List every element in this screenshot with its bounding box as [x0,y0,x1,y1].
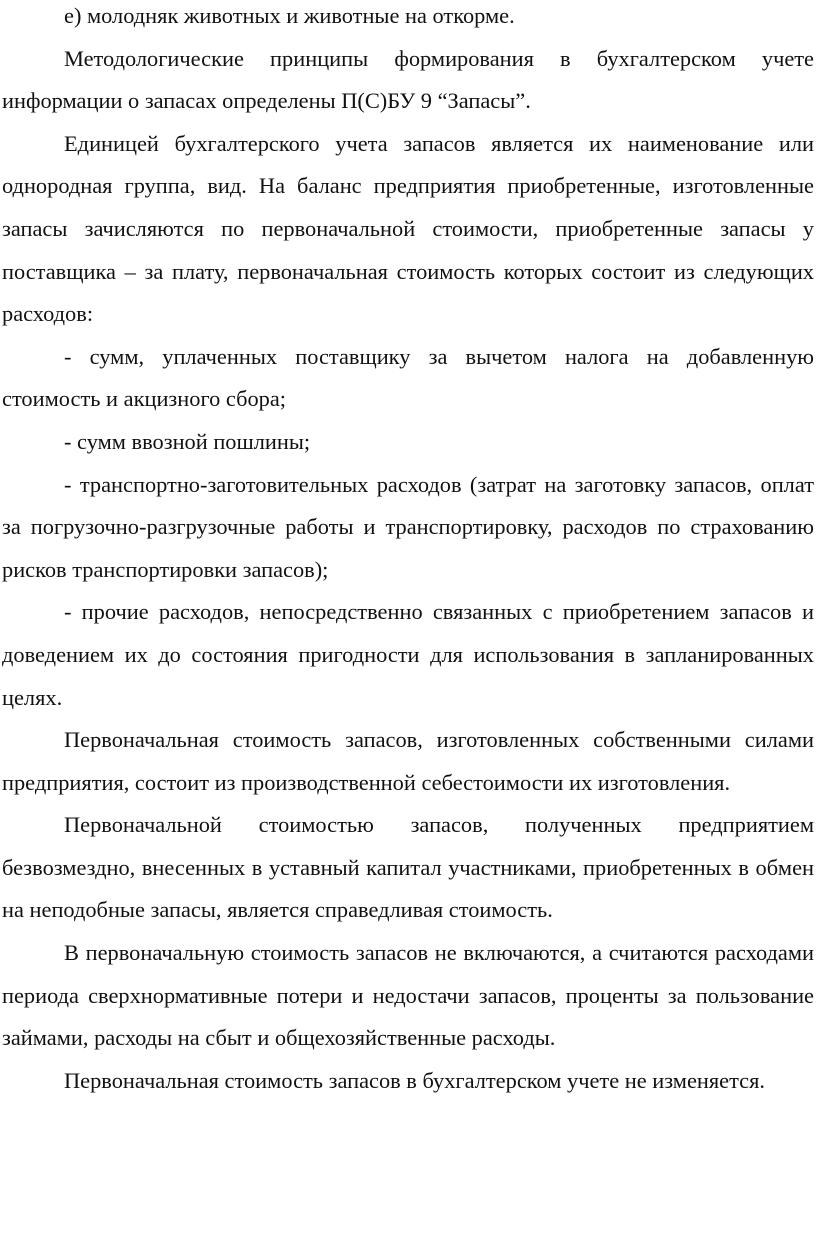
paragraph-2: Методологические принципы формирования в бухгалтерском учете информации о запасах определены П(С)БУ 9 “Запасы”. [2,45,814,114]
paragraph-11: Первоначальная стоимость запасов в бухгалтерском учете не изменяется. [64,1067,765,1093]
paragraph-6: - транспортно-заготовительных расходов (затрат на заготовку запасов, оплат за погрузочно-разгрузочные работы и транспортировку, расходов по страхованию рисков транспортировки запасов); [2,471,814,582]
paragraph-5: - сумм ввозной пошлины; [64,428,311,454]
paragraph-8: Первоначальная стоимость запасов, изготовленных собственными силами предприятия, состоит из производственной себестоимости их изготовления. [2,727,814,795]
paragraph-4: - сумм, уплаченных поставщику за вычетом налога на добавленную стоимость и акцизного сбора; [2,343,814,412]
paragraph-1: е) молодняк животных и животные на откорме. [64,3,515,28]
paragraph-10: В первоначальную стоимость запасов не включаются, а считаются расходами периода сверхнормативные потери и недостачи запасов, проценты за пользование займами, расходы на сбыт и общехозяйственные расходы. [2,940,814,1051]
paragraph-7: - прочие расходов, непосредственно связанных с приобретением запасов и доведением их до состояния пригодности для использования в запланированных целях. [2,599,814,710]
paragraph-9: Первоначальной стоимостью запасов, полученных предприятием безвозмездно, внесенных в уставный капитал участниками, приобретенных в обмен на неподобные запасы, является справедливая стоимость. [2,812,814,923]
paragraph-3: Единицей бухгалтерского учета запасов является их наименование или однородная группа, вид. На баланс предприятия приобретенные, изготовленные запасы зачисляются по первоначальной стоимости, приобретенные запасы у поставщика – за плату, первоначальная стоимость которых состоит из следующих расходов: [2,130,814,327]
